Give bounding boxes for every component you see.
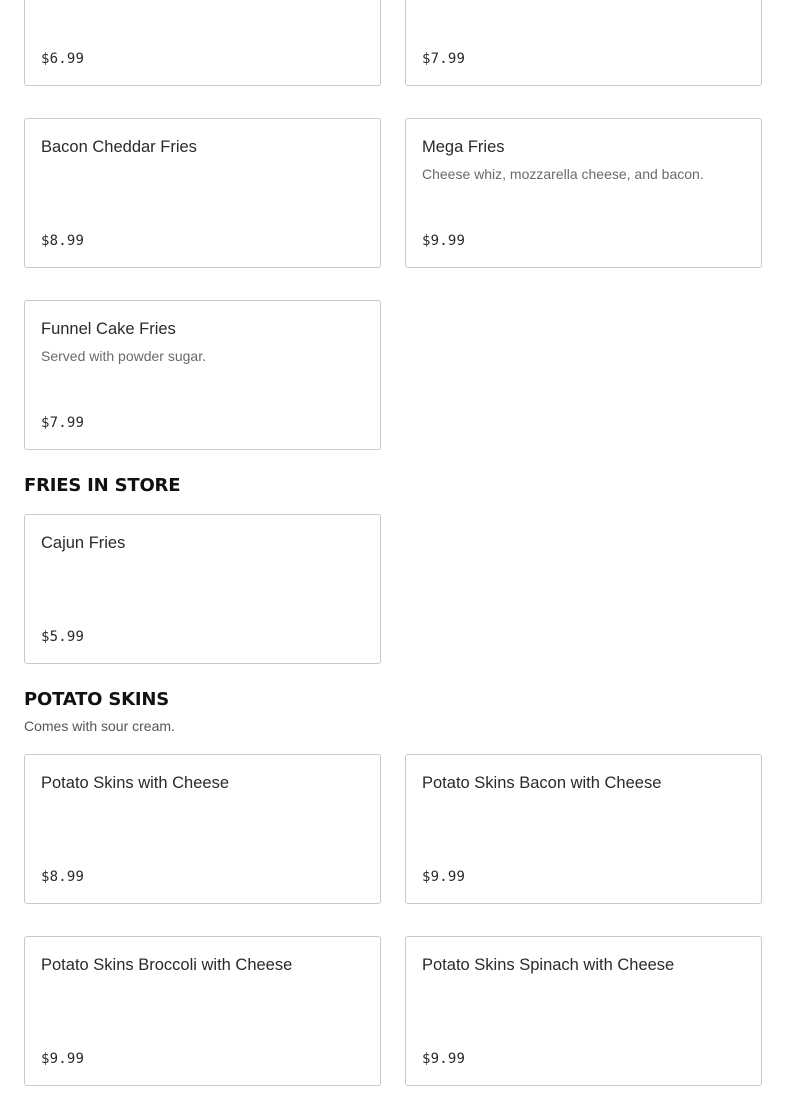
item-price: $8.99: [41, 869, 85, 885]
item-price: $5.99: [41, 629, 85, 645]
menu-item-card[interactable]: [405, 0, 762, 86]
section-description: Comes with sour cream.: [24, 718, 175, 734]
item-price: $7.99: [41, 415, 85, 431]
item-description: Cheese whiz, mozzarella cheese, and bacon.: [422, 166, 704, 182]
item-price: $6.99: [41, 51, 85, 67]
menu-item-card[interactable]: [24, 0, 381, 86]
item-name: Potato Skins Bacon with Cheese: [422, 774, 662, 792]
item-price: $9.99: [422, 869, 466, 885]
item-price: $9.99: [422, 233, 466, 249]
section-title-potato-skins: POTATO SKINS: [24, 689, 169, 710]
menu-item-card[interactable]: [24, 514, 381, 664]
item-price: $9.99: [422, 1051, 466, 1067]
menu-item-card[interactable]: [405, 936, 762, 1086]
item-name: Cajun Fries: [41, 534, 126, 552]
item-name: Potato Skins Spinach with Cheese: [422, 956, 675, 974]
item-name: Mega Fries: [422, 138, 505, 156]
item-name: Potato Skins with Cheese: [41, 774, 230, 792]
menu-item-card[interactable]: [24, 300, 381, 450]
item-name: Bacon Cheddar Fries: [41, 138, 197, 156]
menu-item-card[interactable]: [405, 754, 762, 904]
menu-item-card[interactable]: [405, 118, 762, 268]
section-title-fries-in-store: FRIES IN STORE: [24, 475, 181, 496]
item-description: Served with powder sugar.: [41, 348, 206, 364]
item-price: $8.99: [41, 233, 85, 249]
menu-item-card[interactable]: [24, 936, 381, 1086]
item-name: Funnel Cake Fries: [41, 320, 176, 338]
menu-item-card[interactable]: [24, 118, 381, 268]
menu-item-card[interactable]: [24, 754, 381, 904]
item-name: Potato Skins Broccoli with Cheese: [41, 956, 293, 974]
item-price: $7.99: [422, 51, 466, 67]
item-price: $9.99: [41, 1051, 85, 1067]
